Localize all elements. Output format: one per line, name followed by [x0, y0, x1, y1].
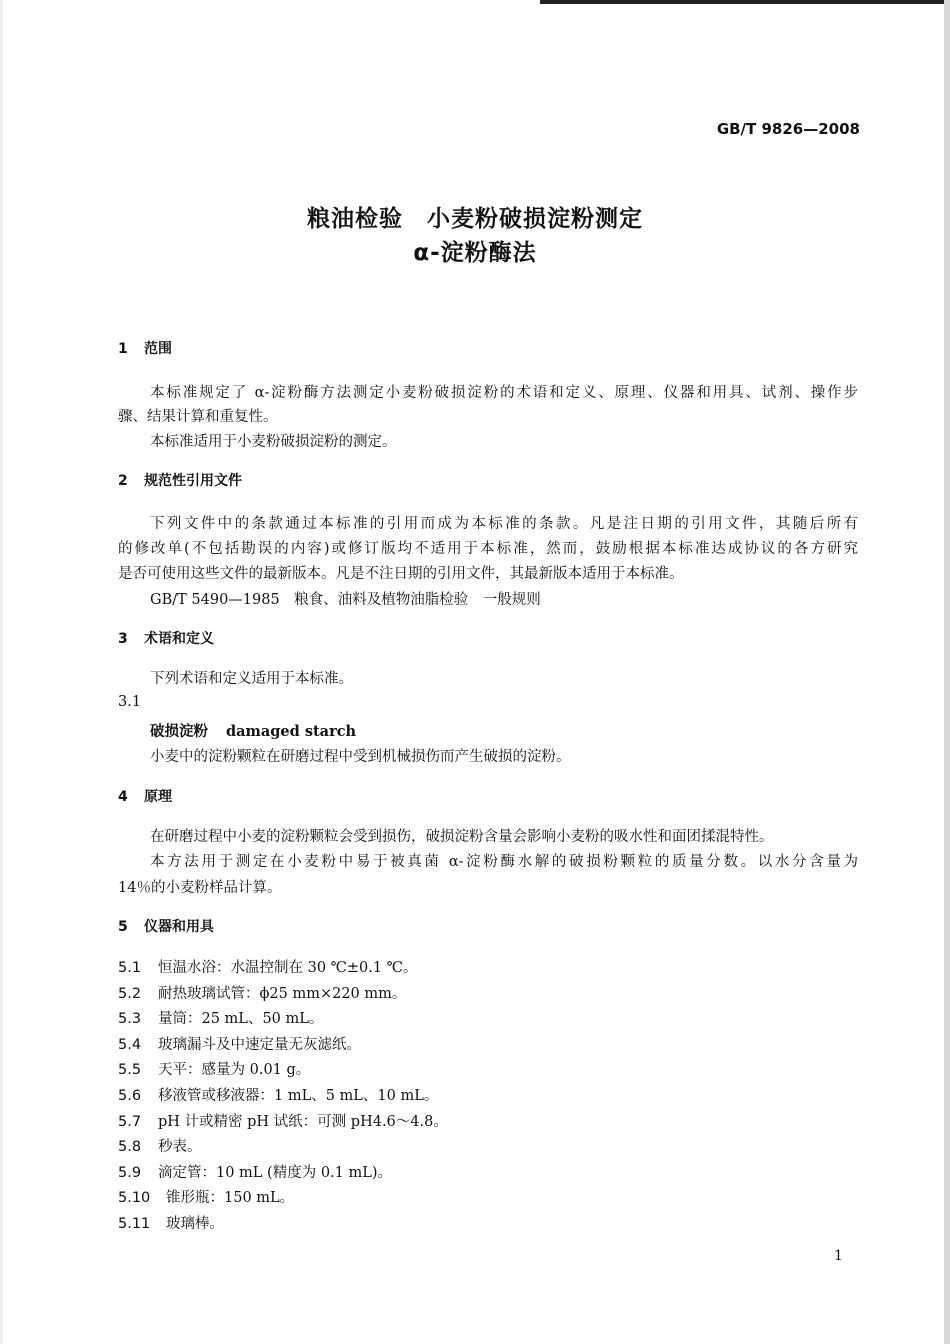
section-number: 1: [118, 341, 128, 357]
document-subtitle: α-淀粉酶法: [413, 240, 537, 266]
item-number: 5.11: [118, 1216, 151, 1232]
section-heading-2: [118, 470, 242, 490]
standard-number: GB/T 9826—2008: [716, 120, 860, 138]
item-number: 5.5: [118, 1062, 142, 1078]
term-definition: 小麦中的淀粉颗粒在研磨过程中受到机械损伤而产生破损的淀粉。: [150, 749, 571, 765]
item-number: 5.10: [118, 1190, 151, 1206]
item-number: 5.1: [118, 960, 142, 976]
paragraph: 在研磨过程中小麦的淀粉颗粒会受到损伤，破损淀粉含量会影响小麦粉的吸水性和面团揉混特性。: [150, 829, 774, 845]
list-item: [118, 1186, 294, 1207]
section-number: 5: [118, 919, 128, 935]
paragraph-line: 本标准规定了 α-淀粉酶方法测定小麦粉破损淀粉的术语和定义、原理、仪器和用具、试剂、操作步: [150, 385, 858, 401]
list-item: [118, 1212, 224, 1233]
section-number: 4: [118, 789, 128, 805]
list-item: [118, 1084, 438, 1105]
section-heading-3: [118, 628, 214, 648]
item-text: pH 计或精密 pH 试纸：可测 pH4.6～4.8。: [158, 1114, 448, 1130]
paragraph-line: 14％的小麦粉样品计算。: [118, 880, 282, 896]
section-heading-1: [118, 338, 172, 358]
item-number: 5.7: [118, 1114, 142, 1130]
paragraph: 本标准适用于小麦粉破损淀粉的测定。: [150, 434, 397, 450]
list-item: [118, 1110, 448, 1131]
paragraph-line: 是否可使用这些文件的最新版本。凡是不注日期的引用文件，其最新版本适用于本标准。: [118, 566, 684, 582]
term-entry: [150, 720, 356, 741]
paragraph: 下列术语和定义适用于本标准。: [150, 671, 353, 687]
item-text: 玻璃漏斗及中速定量无灰滤纸。: [158, 1037, 361, 1053]
list-item: [118, 1161, 392, 1182]
item-number: 5.9: [118, 1165, 142, 1181]
section-heading-5: [118, 916, 214, 936]
item-text: 玻璃棒。: [166, 1216, 224, 1232]
item-text: 天平：感量为 0.01 g。: [158, 1062, 311, 1078]
list-item: [118, 956, 417, 977]
section-title: 规范性引用文件: [144, 473, 242, 489]
term-en: damaged starch: [226, 723, 357, 740]
page-number: 1: [834, 1248, 843, 1264]
item-text: 耐热玻璃试管：ϕ25 mm×220 mm。: [158, 986, 407, 1002]
paragraph-line: 本方法用于测定在小麦粉中易于被真菌 α-淀粉酶水解的破损粉颗粒的质量分数。以水分含量为: [150, 854, 858, 870]
clause-number: 3.1: [118, 694, 142, 710]
item-number: 5.8: [118, 1139, 142, 1155]
list-item: [118, 1033, 361, 1054]
section-number: 2: [118, 473, 128, 489]
scan-edge-top: [540, 0, 950, 4]
item-text: 锥形瓶：150 mL。: [166, 1190, 295, 1206]
item-number: 5.6: [118, 1088, 142, 1104]
list-item: [118, 1058, 310, 1079]
section-title: 原理: [144, 789, 172, 805]
item-text: 滴定管：10 mL (精度为 0.1 mL)。: [158, 1165, 393, 1181]
item-number: 5.2: [118, 986, 142, 1002]
item-text: 移液管或移液器：1 mL、5 mL、10 mL。: [158, 1088, 439, 1104]
section-title: 范围: [144, 341, 172, 357]
list-item: [118, 1135, 202, 1156]
paragraph-line: 骤、结果计算和重复性。: [118, 409, 278, 425]
list-item: [118, 982, 406, 1003]
normative-reference: GB/T 5490—1985 粮食、油料及植物油脂检验 一般规则: [150, 592, 541, 608]
paragraph-line: 下列文件中的条款通过本标准的引用而成为本标准的条款。凡是注日期的引用文件，其随后所有: [150, 516, 858, 532]
paragraph-line: 的修改单(不包括勘误的内容)或修订版均不适用于本标准，然而，鼓励根据本标准达成协议的各方研究: [118, 541, 858, 557]
item-number: 5.3: [118, 1011, 142, 1027]
item-text: 量筒：25 mL、50 mL。: [158, 1011, 324, 1027]
section-number: 3: [118, 631, 128, 647]
list-item: [118, 1007, 323, 1028]
document-title: 粮油检验 小麦粉破损淀粉测定: [307, 206, 643, 232]
section-title: 术语和定义: [144, 631, 214, 647]
item-text: 秒表。: [158, 1139, 202, 1155]
section-heading-4: [118, 786, 172, 806]
item-text: 恒温水浴：水温控制在 30 ℃±0.1 ℃。: [158, 960, 418, 976]
section-title: 仪器和用具: [144, 919, 214, 935]
item-number: 5.4: [118, 1037, 142, 1053]
term-zh: 破损淀粉: [150, 723, 208, 740]
